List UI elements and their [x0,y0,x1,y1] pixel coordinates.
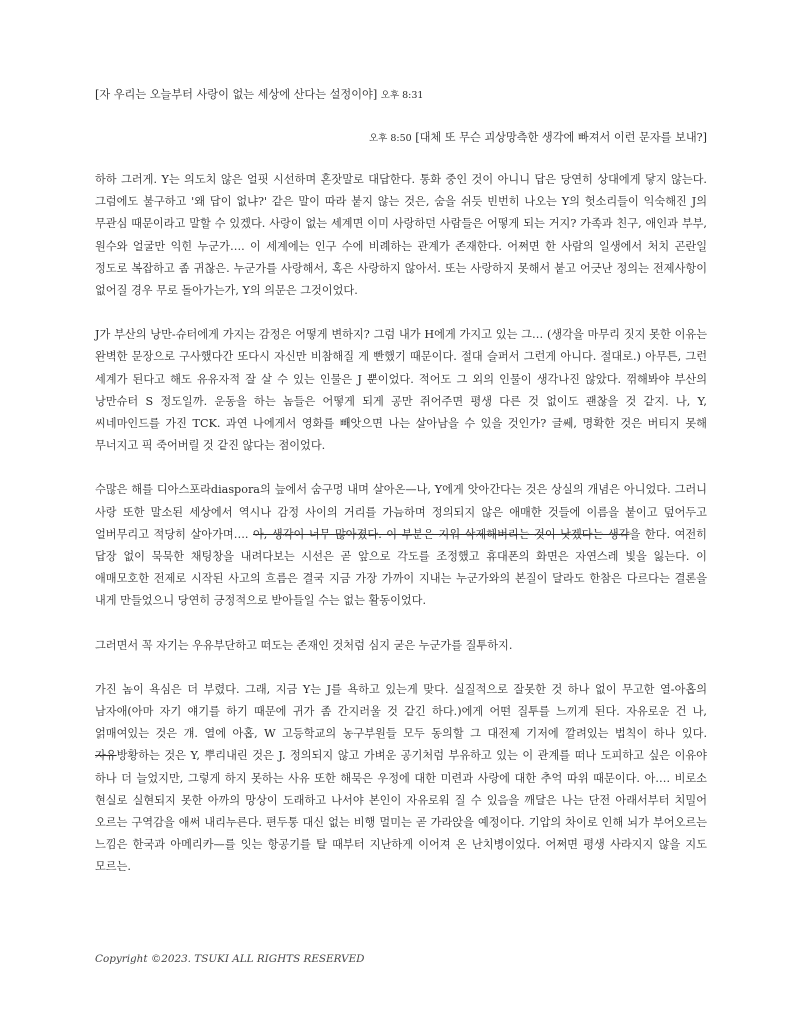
strikethrough-text: 아, 생각이 너무 많아졌다. 이 부분은 지워 삭제해버리는 것이 낫겠다는 생각 [253,527,630,541]
message-text: [자 우리는 오늘부터 사랑이 없는 세상에 산다는 설정이야] [95,88,378,101]
copyright-footer: Copyright ©2023. TSUKI ALL RIGHTS RESERVED [95,953,365,965]
paragraph-5-text: 가진 놈이 욕심은 더 부렸다. 그래, 지금 Y는 J를 욕하고 있는게 맞다. 실질적으로 잘못한 것 하나 없이 무고한 열-아홉의 남자애(아마 자기 얘기를 하기 때문에 귀가 좀 간지러울 것 같긴 하다.)에게 어떤 질투를 느끼게 된다. 자유로운 건 나, 얽매여있는 것은 걔. 열에 아홉, W 고등학교의 농구부원들 모두 동의할 그 대전제 기저에 깔려있는 법칙이 하나 있다. [95,682,707,741]
message-text: [대체 또 무슨 괴상망측한 생각에 빠져서 이런 문자를 보내?] [415,131,707,144]
paragraph-5 [95,679,707,879]
chat-message-received [95,129,707,148]
document-body [95,86,707,879]
paragraph-3 [95,479,707,612]
chat-message-sent [95,86,707,105]
strikethrough-text: 자유 [95,749,117,763]
paragraph-3-text: 수많은 해를 디아스포라diaspora의 늪에서 숨구멍 내며 살아온—나, Y에게 앗아간다는 것은 상실의 개념은 아니었다. 그러니 사랑 또한 말소된 세상에서 역시나 감정 사이의 거리를 가늠하며 정의되지 않은 애매한 것들에 이름을 붙이고 덮어두고 얼버무리고 적당히 살아가며…. [95,483,707,541]
paragraph-1: 하하 그러게. Y는 의도치 않은 얼핏 시선하며 혼잣말로 대답한다. 통화 중인 것이 아니니 답은 당연히 상대에게 닿지 않는다. 그럼에도 불구하고 '왜 답이 없냐?' 같은 말이 따라 붙지 않는 것은, 숨을 쉬듯 빈번히 나오는 Y의 헛소리들이 익숙해진 J의 무관심 때문이라고 말할 수 있겠다. 사랑이 없는 세계면 이미 사랑하던 사람들은 어떻게 되는 거지? 가족과 친구, 애인과 부부, 원수와 얼굴만 익힌 누군가…. 이 세계에는 인구 수에 비례하는 관계가 존재한다. 어쩌면 한 사람의 일생에서 처치 곤란일 정도로 복잡하고 좀 귀찮은. 누군가를 사랑해서, 혹은 사랑하지 않아서. 또는 사랑하지 못해서 붙고 어긋난 정의는 전제사항이 없어질 경우 무로 돌아가는가, Y의 의문은 그것이었다. [95,173,707,298]
paragraph-5-text-end: 방황하는 것은 Y, 뿌리내린 것은 J. 정의되지 않고 가벼운 공기처럼 부유하고 있는 이 관계를 떠나 도피하고 싶은 이유야 하나 더 늘었지만, 그렇게 하지 못하는 사유 또한 해묵은 우정에 대한 미련과 사랑에 대한 추억 따위 때문이다. 아…. 비로소 현실로 실현되지 못한 아까의 망상이 도래하고 나서야 본인이 자유로워 질 수 있음을 깨달은 나는 단전 아래서부터 치밀어 오르는 구역감을 애써 내리누른다. 편두통 대신 없는 비행 멀미는 곧 가라앉을 예정이다. 기압의 차이로 인해 뇌가 부어오르는 느낌은 한국과 아메리카—를 잇는 항공기를 탈 때부터 지난하게 이어져 온 난치병이었다. 어쩌면 평생 사라지지 않을 지도 모르는. [95,749,707,874]
message-time: 오후 8:31 [380,90,424,101]
paragraph-4: 그러면서 꼭 자기는 우유부단하고 떠도는 존재인 것처럼 심지 굳은 누군가를 질투하지. [95,638,513,652]
message-time: 오후 8:50 [368,133,412,144]
paragraph-2: J가 부산의 낭만-슈터에게 가지는 감정은 어떻게 변하지? 그럼 내가 H에게 가지고 있는 그… (생각을 마무리 짓지 못한 이유는 완벽한 문장으로 구사했다간 또다시 자신만 비참해질 게 빤했기 때문이다. 절대 슬퍼서 그런게 아니다. 절대로.) 아무튼, 그런 세계가 된다고 해도 유유자적 잘 살 수 있는 인물은 J 뿐이었다. 적어도 그 외의 인물이 생각나진 않았다. 꺾해봐야 부산의 낭만슈터 S 정도일까. 운동을 하는 놈들은 어떻게 되게 공만 쥐어주면 평생 다른 것 없이도 괜찮을 것 같지. 나, Y, 씨네마인드를 가진 TCK. 과연 나에게서 영화를 빼앗으면 나는 살아남을 수 있을 것인가? 글쎄, 명확한 것은 버티지 못해 무너지고 픽 죽어버릴 것 같진 않다는 점이었다. [95,328,707,453]
paragraph-3-text-end: 을 한다. 여전히 답장 없이 묵묵한 채팅창을 내려다보는 시선은 곧 앞으로 각도를 조정했고 휴대폰의 화면은 자연스레 빛을 잃는다. 이 애매모호한 전제로 시작된 사고의 흐름은 결국 지금 가장 가까이 지내는 누군가와의 본질이 달라도 한참은 다르다는 결론을 내게 만들었으니 당연히 긍정적으로 받아들일 수는 없는 활동이었다. [95,527,707,608]
